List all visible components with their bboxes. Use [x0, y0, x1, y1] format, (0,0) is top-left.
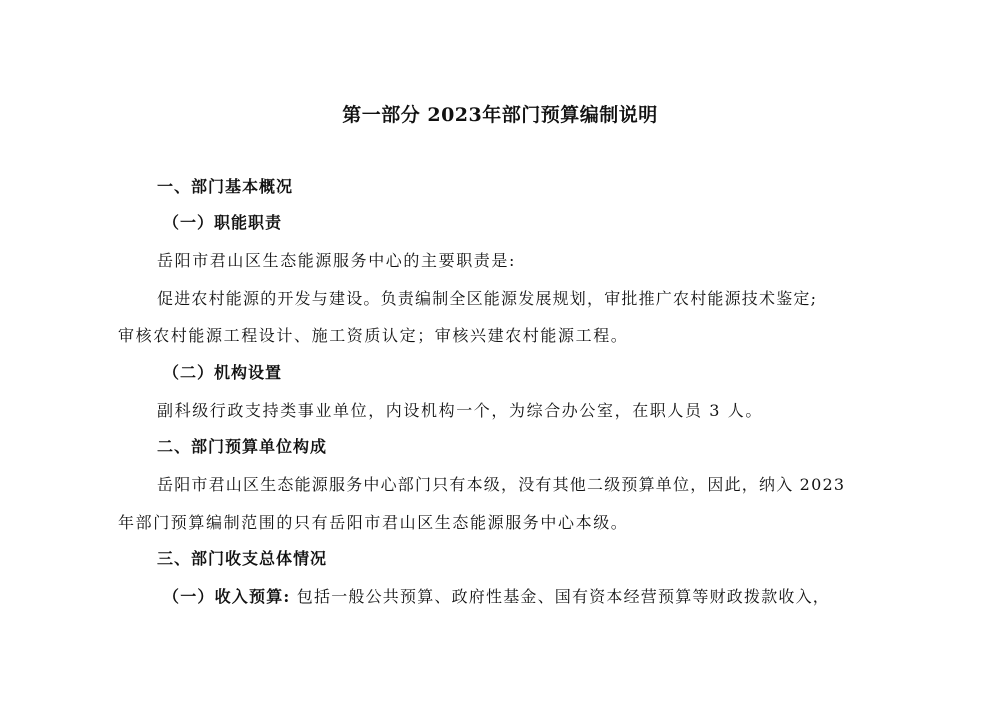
section-1-heading: 一、部门基本概况	[157, 177, 294, 196]
paragraph-duties-line-1: 促进农村能源的开发与建设。负责编制全区能源发展规划，审批推广农村能源技术鉴定;	[157, 289, 818, 308]
paragraph-income-budget	[163, 586, 830, 608]
section-2-heading: 二、部门预算单位构成	[157, 437, 328, 456]
page-title: 第一部分 2023年部门预算编制说明	[342, 104, 658, 126]
paragraph-duties-line-2: 审核农村能源工程设计、施工资质认定；审核兴建农村能源工程。	[118, 326, 629, 345]
paragraph-duties-intro: 岳阳市君山区生态能源服务中心的主要职责是:	[157, 251, 516, 270]
income-budget-text: 包括一般公共预算、政府性基金、国有资本经营预算等财政拨款收入，	[290, 587, 831, 606]
subsection-1-2-heading: （二）机构设置	[163, 363, 283, 382]
subsection-1-1-heading: （一）职能职责	[163, 213, 283, 232]
paragraph-units-line-2: 年部门预算编制范围的只有岳阳市君山区生态能源服务中心本级。	[118, 513, 629, 532]
section-3-heading: 三、部门收支总体情况	[157, 549, 328, 568]
paragraph-units-line-1: 岳阳市君山区生态能源服务中心部门只有本级，没有其他二级预算单位，因此，纳入 2023	[157, 475, 846, 494]
paragraph-organization: 副科级行政支持类事业单位，内设机构一个，为综合办公室，在职人员 3 人。	[157, 401, 763, 420]
income-budget-label: （一）收入预算:	[163, 587, 291, 606]
